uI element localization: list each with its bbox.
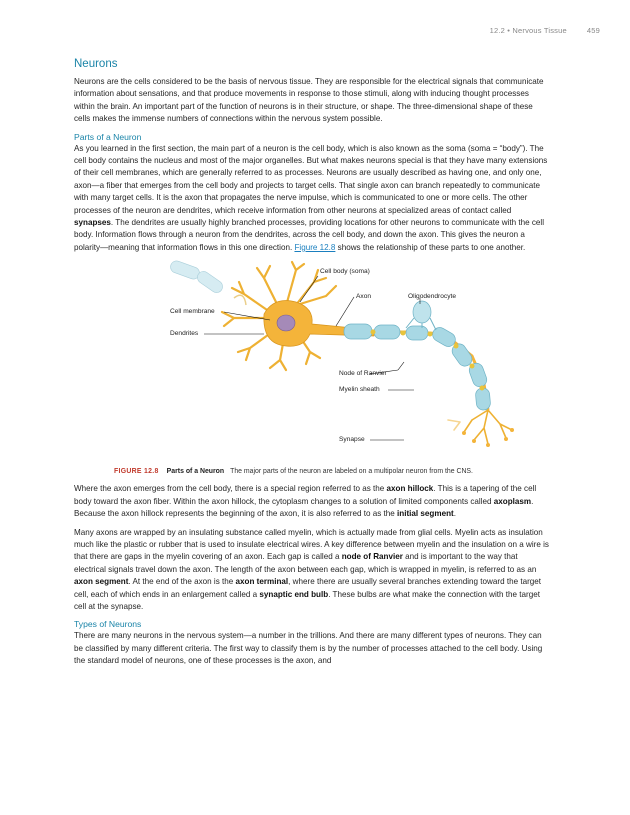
- oligodendrocyte-shape: [413, 301, 431, 323]
- synaptic-end-bulbs: [462, 428, 514, 447]
- term-node-of-ranvier: node of Ranvier: [341, 552, 403, 562]
- paragraph-parts: As you learned in the first section, the main part of a neuron is the cell body, which is also known as the soma (soma = “body”). The cell body contains the nucleus and most of the major organelles. But what makes neurons special is that they have many extensions of their cell membranes, which are generally referred to as processes. Neurons are usually described as having one, and only one, axon—a fiber that emerges from the cell body and projects to target cells. That single axon can branch repeatedly to communicate with many target cells. It is the axon that propagates the nerve impulse, which is communicated to one or more cells. The other processes of the neuron are dendrites, which receive information from other neurons at specialized areas of contact called synapses. The dendrites are usually highly branched processes, providing locations for other neurons to communicate with the cell body. Information flows through a neuron from the dendrites, across the cell body, and down the axon. This gives the neuron a polarity—meaning that information flows in this one direction. Figure 12.8 shows the relationship of these parts to one another.: [74, 143, 548, 252]
- heading-parts-of-neuron: Parts of a Neuron: [74, 131, 142, 142]
- myelin-segments: [344, 324, 491, 411]
- paragraph-axon-hillock: Where the axon emerges from the cell body, there is a special region referred to as the axon hillock. This is a tapering of the cell body toward the axon fiber. Within the axon hillock, the cytoplasm changes to a solution of limited components called axoplasm. Because the axon hillock represents the beginning of the axon, it is also referred to as the initial segment.: [74, 484, 537, 519]
- term-axon-hillock: axon hillock: [386, 484, 434, 494]
- paragraph-myelin: Many axons are wrapped by an insulating substance called myelin, which is actually made from glial cells. Myelin acts as insulation much like the plastic or rubber that is used to insulate electrical wires. A key difference between myelin and the insulation on a wire is that there are gaps in the myelin covering of an axon. Each gap is called a node of Ranvier and is important to the way that electrical signals travel down the axon. The length of the axon between each gap, which is wrapped in myelin, is referred to as an axon segment. At the end of the axon is the axon terminal, where there are usually several branches extending toward the target cell, each of which ends in an enlargement called a synaptic end bulb. These bulbs are what make the connection with the target cell at the synapse.: [74, 527, 549, 611]
- paragraph-intro: Neurons are the cells considered to be the basis of nervous tissue. They are responsible for the electrical signals that communicate information about sensations, and that produce movements in response to those stimuli, along with inducing thought processes within the brain. An important part of the function of neurons is in their structure, or shape. The three-dimensional shape of these cells makes the immense numbers of connections within the nervous system possible.: [74, 77, 544, 124]
- heading-types-of-neurons: Types of Neurons: [74, 619, 142, 630]
- label-cell-membrane: Cell membrane: [170, 308, 215, 316]
- label-node-of-ranvier: Node of Ranvier: [339, 370, 387, 378]
- glial-process: [169, 260, 246, 305]
- page-number: 459: [586, 26, 600, 35]
- page-content: [74, 58, 550, 674]
- term-axon-terminal: axon terminal: [235, 577, 289, 587]
- label-oligodendrocyte: Oligodendrocyte: [408, 293, 457, 301]
- term-axoplasm: axoplasm: [493, 496, 532, 506]
- paragraph-types: There are many neurons in the nervous system—a number in the trillions. And there are many different types of neurons. They can be classified by many different criteria. The first way to classify them is by the number of processes attached to the cell body. Using the standard model of neurons, one of these processes is the axon, and: [74, 631, 543, 666]
- caption-number: FIGURE 12.8: [114, 468, 159, 476]
- label-cell-body: Cell body (soma): [320, 268, 370, 276]
- figure-caption: [114, 468, 550, 475]
- label-dendrites: Dendrites: [170, 330, 199, 338]
- running-head: [490, 26, 600, 35]
- neuron-illustration: [74, 260, 550, 466]
- label-synapse: Synapse: [339, 436, 365, 444]
- caption-text: The major parts of the neuron are labeled on a multipolar neuron from the CNS.: [230, 468, 473, 476]
- caption-title: Parts of a Neuron: [166, 468, 225, 476]
- term-synapses: synapses: [74, 218, 111, 228]
- label-myelin-sheath: Myelin sheath: [339, 386, 380, 394]
- section-title: 12.2 • Nervous Tissue: [489, 26, 567, 35]
- term-synaptic-end-bulb: synaptic end bulb: [259, 589, 329, 599]
- label-axon: Axon: [356, 293, 372, 301]
- heading-neurons: Neurons: [74, 58, 118, 70]
- term-initial-segment: initial segment: [397, 509, 454, 519]
- figure-link[interactable]: Figure 12.8: [294, 242, 336, 252]
- term-axon-segment: axon segment: [74, 577, 129, 587]
- axon-terminal: [448, 410, 512, 444]
- nucleus-shape: [277, 315, 295, 331]
- neuron-figure: [74, 260, 550, 466]
